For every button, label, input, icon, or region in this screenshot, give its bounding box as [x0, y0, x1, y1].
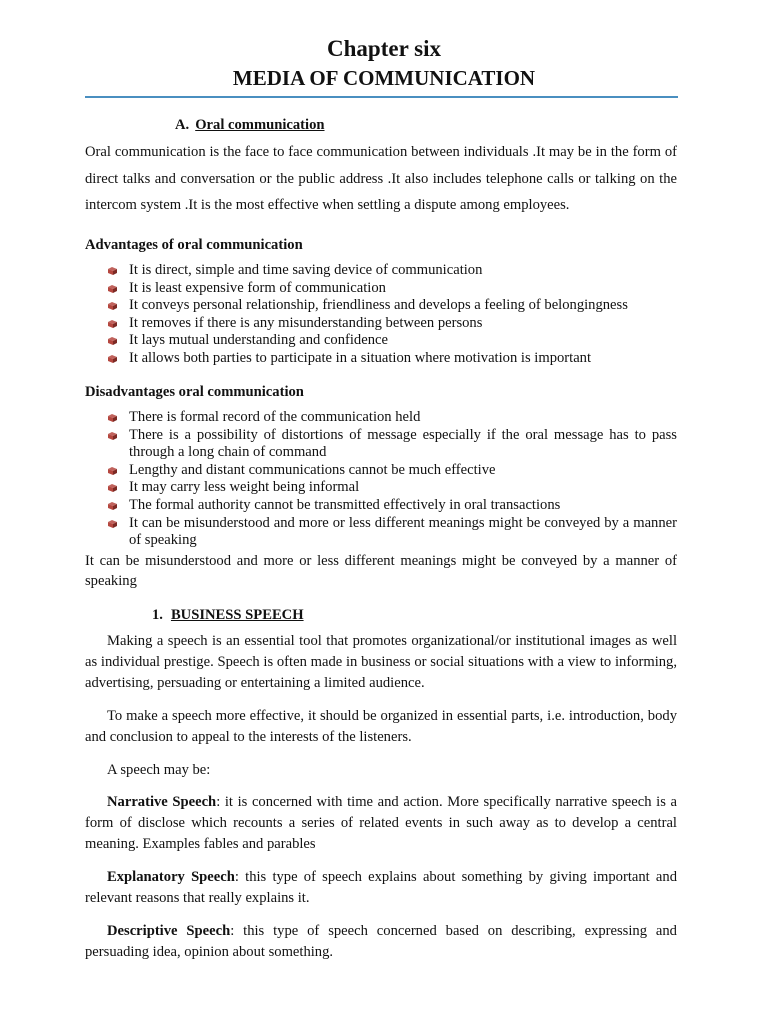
section-a-heading: [175, 117, 325, 134]
advantage-item: [107, 280, 677, 298]
business-speech-marker: 1.: [152, 607, 163, 623]
disadvantage-item-text: There is formal record of the communication held: [129, 409, 421, 425]
disadvantages-list: [107, 409, 677, 550]
advantages-list: [107, 262, 677, 368]
narrative-speech-text: : it is concerned with time and action. More specifically narrative speech is a form of disclose which recounts a series of related events in such away as to develop a central meaning. Examples fables and parables: [85, 794, 677, 852]
advantage-item-text: It conveys personal relationship, friendliness and develops a feeling of belongingness: [129, 297, 628, 314]
explanatory-speech-term: Explanatory Speech: [107, 869, 235, 885]
business-speech-title: BUSINESS SPEECH: [170, 607, 304, 623]
disadvantage-item-text: Lengthy and distant communications cannot be much effective: [129, 461, 496, 478]
section-a-title: Oral communication: [195, 117, 325, 133]
disadvantage-item: [107, 479, 677, 497]
narrative-speech-paragraph: [85, 792, 677, 855]
advantage-item-text: It lays mutual understanding and confidence: [129, 332, 388, 349]
section-a-marker: A.: [175, 117, 190, 133]
chapter-subtitle: MEDIA OF COMMUNICATION: [232, 66, 536, 90]
disadvantage-item: [107, 409, 677, 427]
book-bullet-icon: [107, 284, 118, 294]
advantages-heading: Advantages of oral communication: [85, 237, 303, 253]
explanatory-speech-text: : this type of speech explains about something by giving important and relevant reasons that really explains it.: [85, 869, 678, 906]
disadvantage-item: [107, 497, 677, 515]
disadvantage-item-text: The formal authority cannot be transmitted effectively in oral transactions: [129, 496, 561, 513]
speech-paragraph-3: A speech may be:: [107, 762, 211, 778]
book-bullet-icon: [107, 336, 118, 346]
speech-paragraph-2: To make a speech more effective, it should be organized in essential parts, i.e. introduction, body and conclusion to appeal to the interests of the listeners.: [85, 708, 677, 745]
book-bullet-icon: [107, 319, 118, 329]
advantage-item: [107, 262, 677, 280]
title-divider: [85, 96, 678, 98]
advantage-item: [107, 332, 677, 350]
book-bullet-icon: [107, 519, 118, 529]
book-bullet-icon: [107, 266, 118, 276]
narrative-speech-term: Narrative Speech: [107, 794, 217, 810]
descriptive-speech-text: : this type of speech concerned based on describing, expressing and persuading idea, opinion about something.: [85, 923, 677, 960]
disadvantage-item-text: There is a possibility of distortions of message especially if the oral message has to pass through a long chain of command: [129, 426, 677, 461]
explanatory-speech-paragraph: [85, 867, 677, 909]
book-bullet-icon: [107, 354, 118, 364]
advantage-item-text: It is direct, simple and time saving device of communication: [129, 262, 483, 278]
advantage-item: [107, 297, 677, 315]
chapter-title: Chapter six: [327, 36, 441, 61]
descriptive-speech-paragraph: [85, 921, 677, 963]
book-bullet-icon: [107, 483, 118, 493]
book-bullet-icon: [107, 501, 118, 511]
advantage-item: [107, 315, 677, 333]
disadvantage-item: [107, 427, 677, 462]
oral-intro-paragraph: Oral communication is the face to face communication between individuals .It may be in the form of direct talks and conversation or the public address .It also includes telephone calls or talking on the intercom system .It is the most effective when settling a dispute among employees.: [85, 144, 677, 213]
disadvantages-followup: It can be misunderstood and more or less different meanings might be conveyed by a manner of speaking: [85, 553, 677, 589]
book-bullet-icon: [107, 413, 118, 423]
disadvantage-item-text: It may carry less weight being informal: [129, 479, 360, 496]
book-bullet-icon: [107, 466, 118, 476]
book-bullet-icon: [107, 301, 118, 311]
advantage-item: [107, 350, 677, 368]
advantage-item-text: It is least expensive form of communication: [129, 279, 386, 296]
descriptive-speech-term: Descriptive Speech: [107, 923, 231, 939]
advantage-item-text: It allows both parties to participate in a situation where motivation is important: [129, 349, 592, 366]
disadvantage-item: [107, 462, 677, 480]
advantage-item-text: It removes if there is any misunderstanding between persons: [129, 314, 483, 331]
disadvantage-item: [107, 515, 677, 550]
disadvantages-heading: Disadvantages oral communication: [85, 384, 304, 400]
business-speech-heading: [152, 607, 304, 624]
book-bullet-icon: [107, 431, 118, 441]
disadvantage-item-text: It can be misunderstood and more or less different meanings might be conveyed by a manner of speaking: [129, 514, 677, 549]
speech-paragraph-1: Making a speech is an essential tool that promotes organizational/or institutional images as well as individual prestige. Speech is often made in business or social situations with a view to informing, advertising, persuading or entertaining a limited audience.: [85, 633, 677, 691]
